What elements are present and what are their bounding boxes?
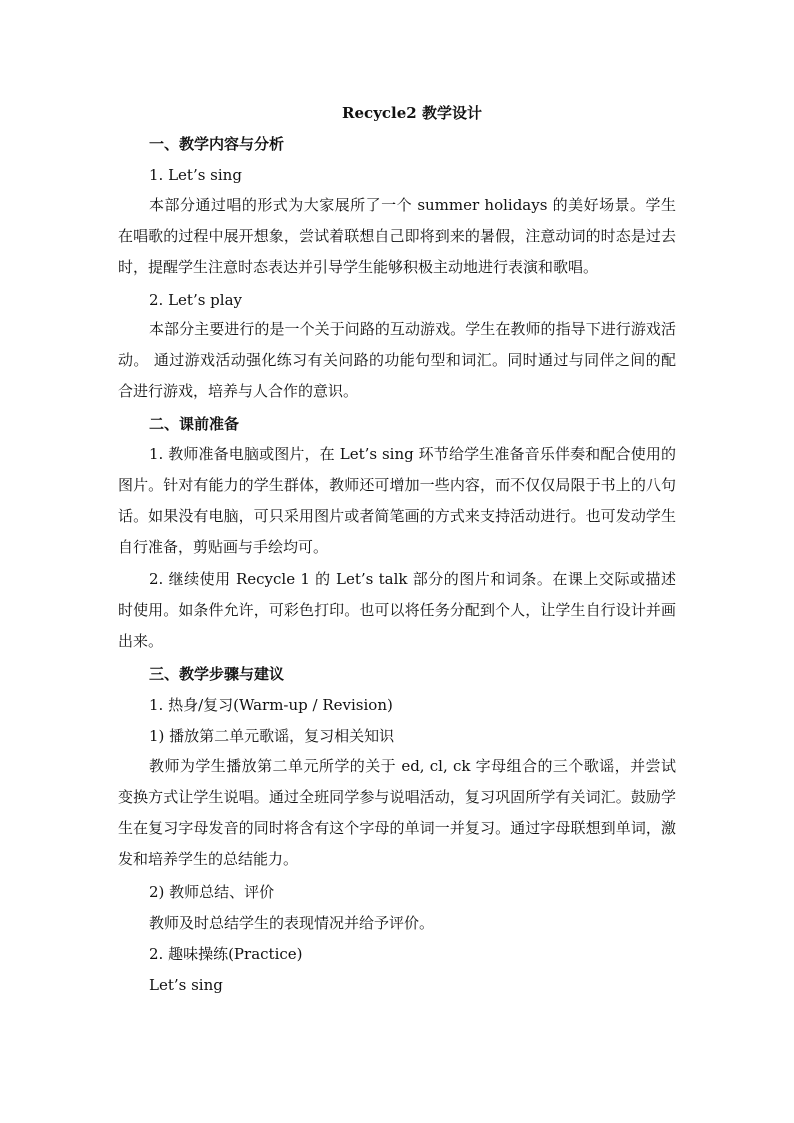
step-practice-sub: Let’s sing	[149, 976, 223, 994]
section-heading-3: 三、教学步骤与建议	[149, 665, 285, 683]
paragraph-preparation-2: 2. 继续使用 Recycle 1 的 Let’s talk 部分的图片和词条。在课上交际或描述时使用。如条件允许，可彩色打印。也可以将任务分配到个人，让学生自行设计并画出来。	[118, 570, 676, 650]
document-title: Recycle2 教学设计	[342, 104, 482, 122]
item-lets-sing: 1. Let’s sing	[149, 166, 242, 184]
step-warm-up-1: 1) 播放第二单元歌谣，复习相关知识	[149, 727, 395, 745]
paragraph-preparation-1: 1. 教师准备电脑或图片，在 Let’s sing 环节给学生准备音乐伴奏和配合使用的图片。针对有能力的学生群体，教师还可增加一些内容，而不仅仅局限于书上的八句话。如果没有电脑，可只采用图片或者简笔画的方式来支持活动进行。也可发动学生自行准备，剪贴画与手绘均可。	[118, 445, 676, 556]
section-heading-2: 二、课前准备	[149, 415, 240, 433]
step-warm-up-2: 2) 教师总结、评价	[149, 883, 275, 901]
step-practice: 2. 趣味操练(Practice)	[149, 945, 303, 963]
step-warm-up: 1. 热身/复习(Warm-up / Revision)	[149, 696, 393, 714]
paragraph-warm-up-2: 教师及时总结学生的表现情况并给予评价。	[149, 914, 435, 932]
paragraph-lets-sing: 本部分通过唱的形式为大家展所了一个 summer holidays 的美好场景。学生在唱歌的过程中展开想象，尝试着联想自己即将到来的暑假，注意动词的时态是过去时，提醒学生注意时态表达并引导学生能够积极主动地进行表演和歌唱。	[118, 196, 676, 276]
item-lets-play: 2. Let’s play	[149, 291, 242, 309]
section-heading-1: 一、教学内容与分析	[149, 135, 285, 153]
paragraph-lets-play: 本部分主要进行的是一个关于问路的互动游戏。学生在教师的指导下进行游戏活动。 通过游戏活动强化练习有关问路的功能句型和词汇。同时通过与同伴之间的配合进行游戏，培养与人合作的意识。	[118, 320, 676, 400]
paragraph-warm-up-1: 教师为学生播放第二单元所学的关于 ed, cl, ck 字母组合的三个歌谣，并尝试变换方式让学生说唱。通过全班同学参与说唱活动，复习巩固所学有关词汇。鼓励学生在复习字母发音的同时将含有这个字母的单词一并复习。通过字母联想到单词，激发和培养学生的总结能力。	[118, 757, 676, 868]
